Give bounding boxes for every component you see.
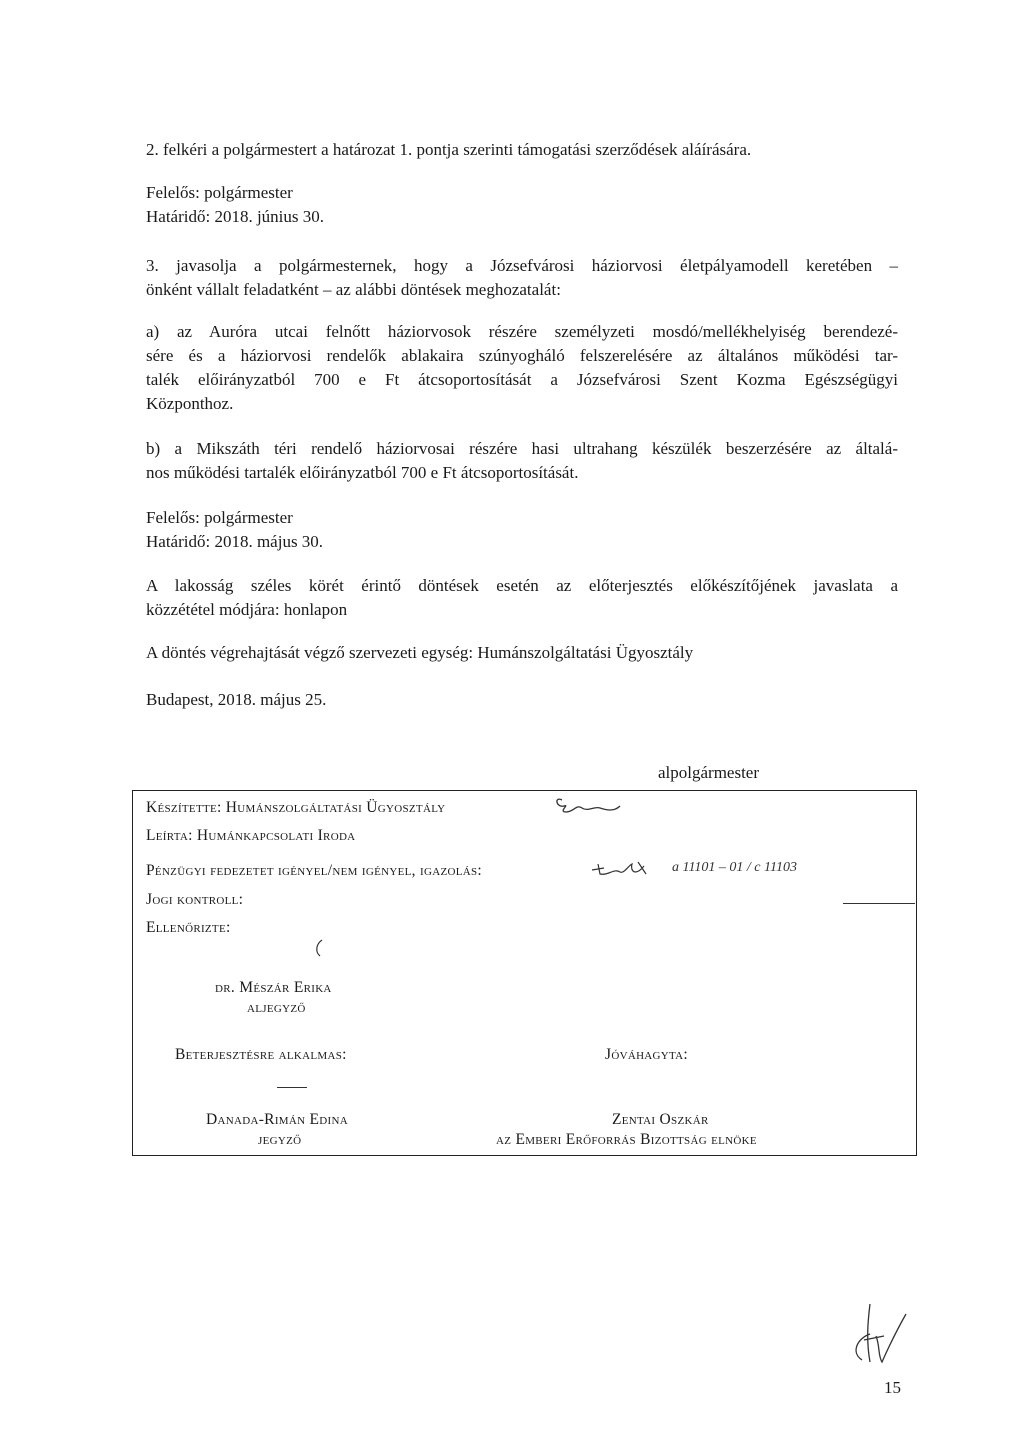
checked-by: Ellenőrizte: <box>146 919 231 936</box>
handwritten-initials <box>548 790 638 820</box>
executor-line: A döntés végrehajtását végző szervezeti egység: Humánszolgáltatási Ügyosztály <box>146 643 694 662</box>
chair-name: Zentai Oszkár <box>612 1111 709 1128</box>
written-by: Leírta: Humánkapcsolati Iroda <box>146 827 356 844</box>
handwritten-financial-codes: a 11101 – 01 / c 11103 <box>672 860 797 875</box>
section3-a-line2: sére és a háziorvosi rendelők ablakaira szúnyogháló felszerelésére az általános működési tar- <box>146 346 898 365</box>
legal-divider <box>843 903 915 904</box>
notary-signature-line <box>277 1087 307 1088</box>
handwritten-initials-bottom <box>840 1300 910 1370</box>
section2-text: 2. felkéri a polgármestert a határozat 1. pontja szerinti támogatási szerződések aláírására. <box>146 140 752 159</box>
page-number: 15 <box>884 1378 901 1397</box>
notary-name: Danada-Rimán Edina <box>206 1111 348 1128</box>
publication-line1: A lakosság széles körét érintő döntések esetén az előterjesztés előkészítőjének javaslata a <box>146 576 898 595</box>
handwritten-mark <box>312 938 326 958</box>
section3-intro-line1: 3. javasolja a polgármesternek, hogy a Józsefvárosi háziorvosi életpályamodell keretében – <box>146 256 898 275</box>
checker-title: aljegyző <box>247 999 306 1016</box>
section3-a-line1: a) az Auróra utcai felnőtt háziorvosok részére személyzeti mosdó/mellékhelyiség berendezé- <box>146 322 898 341</box>
checker-name: dr. Mészár Erika <box>215 979 332 996</box>
section3-b-line1: b) a Mikszáth téri rendelő háziorvosai részére hasi ultrahang készülék beszerzésére az általá- <box>146 439 898 458</box>
chair-title: az Emberi Erőforrás Bizottság elnöke <box>496 1131 757 1148</box>
section3-intro-line2: önként vállalt feladatként – az alábbi döntések meghozatalát: <box>146 280 561 299</box>
section3-b-line2: nos működési tartalék előirányzatból 700 e Ft átcsoportosítását. <box>146 463 579 482</box>
prepared-by: Készítette: Humánszolgáltatási Ügyosztály <box>146 799 446 816</box>
place-date: Budapest, 2018. május 25. <box>146 690 327 709</box>
submit-label: Beterjesztésre alkalmas: <box>175 1046 347 1063</box>
signer-title: alpolgármester <box>658 763 760 782</box>
notary-title: jegyző <box>258 1131 302 1148</box>
section2-deadline: Határidő: 2018. június 30. <box>146 207 325 226</box>
section3-responsible: Felelős: polgármester <box>146 508 293 527</box>
legal-control: Jogi kontroll: <box>146 891 244 908</box>
publication-line2: közzététel módjára: honlapon <box>146 600 348 619</box>
financial-line: Pénzügyi fedezetet igényel/nem igényel, igazolás: <box>146 862 483 879</box>
section2-responsible: Felelős: polgármester <box>146 183 293 202</box>
section3-a-line3: talék előirányzatból 700 e Ft átcsoportosítását a Józsefvárosi Szent Kozma Egészségügyi <box>146 370 898 389</box>
handwritten-signature-financial <box>590 854 660 880</box>
section3-deadline: Határidő: 2018. május 30. <box>146 532 324 551</box>
section3-a-line4: Központhoz. <box>146 394 234 413</box>
approve-label: Jóváhagyta: <box>605 1046 689 1063</box>
